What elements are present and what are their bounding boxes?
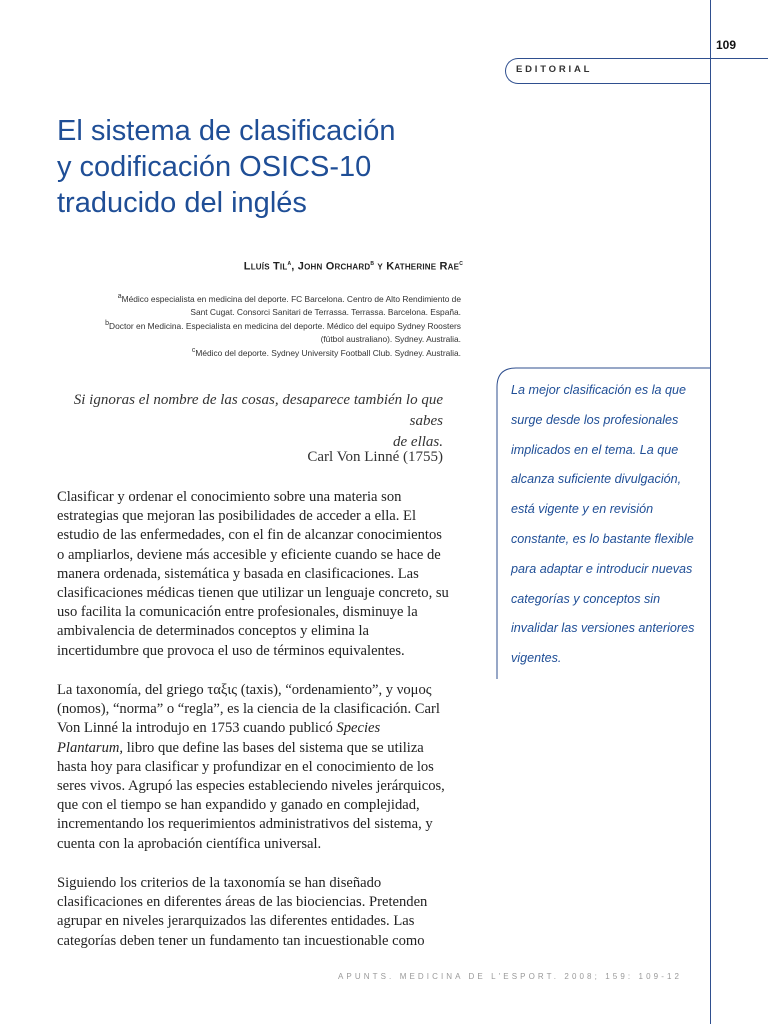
pull-quote <box>511 376 707 674</box>
title-line: y codificación OSICS-10 <box>57 151 372 183</box>
affiliation-text: Sant Cugat. Consorci Sanitari de Terrassa. Terrassa. Barcelona. España. <box>190 307 461 318</box>
pull-quote-line: está vigente y en revisión <box>511 502 654 517</box>
title-line: El sistema de clasificación <box>57 115 396 147</box>
text-line: categorías deben tener un fundamento tan incuestionable como <box>57 932 425 949</box>
author-name: John Orchard <box>297 260 371 273</box>
article-title <box>57 113 477 221</box>
text-line: (nomos), “norma” o “regla”, es la ciencia de la clasificación. Carl <box>57 701 440 718</box>
text-line: cuenta con la aprobación científica universal. <box>57 835 322 852</box>
text-line: o ampliarlos, deviene más accesible y eficiente cuando se hace de <box>57 546 441 563</box>
author-name: Lluís Til <box>243 260 288 273</box>
author-affiliation-mark: a <box>287 260 292 267</box>
page-number: 109 <box>716 38 737 52</box>
text-line: manera ordenada, sistemática y basada en clasificaciones. Las <box>57 565 419 582</box>
text-line: incertidumbre que provoca el uso de términos equivalentes. <box>57 642 405 659</box>
section-label: EDITORIAL <box>516 64 593 75</box>
text-line: estudio de las enfermedades, con el fin de alcanzar conocimientos <box>57 527 442 544</box>
pull-quote-line: constante, es lo bastante flexible <box>511 531 694 546</box>
affiliation-text: Médico del deporte. Sydney University Football Club. Sydney. Australia. <box>195 347 461 358</box>
text-line: clasificaciones médicas tienen que utilizar un lenguaje concreto, su <box>57 585 449 602</box>
pull-quote-line: La mejor clasificación es la que <box>511 383 687 397</box>
text-run: Von Linné la introdujo en 1753 cuando publicó <box>57 720 337 737</box>
text-line: ambivalencia de determinados conceptos y elimina la <box>57 623 370 640</box>
text-line: que con el tiempo se han expandido y ganado en complejidad, <box>57 797 420 814</box>
italic-term: Plantarum, <box>57 739 124 756</box>
text-run: libro que define las bases del sistema que se utiliza <box>123 739 424 756</box>
affiliation-text: (fútbol australiano). Sydney. Australia. <box>320 334 461 345</box>
pull-quote-line: alcanza suficiente divulgación, <box>511 472 682 487</box>
pull-quote-line: para adaptar e introducir nuevas <box>511 561 693 576</box>
text-line: estrategias que mejoran las posibilidades de acceder a ella. El <box>57 508 417 525</box>
affiliation-text: Médico especialista en medicina del deporte. FC Barcelona. Centro de Alto Rendimiento de <box>121 293 461 304</box>
epigraph-quote <box>60 390 443 453</box>
text-run: La taxonomía, del griego <box>57 682 208 698</box>
greek-term: ταξις <box>207 682 238 698</box>
author-name: Katherine Rae <box>386 260 460 273</box>
epigraph-line: de ellas. <box>393 434 443 450</box>
greek-term: νομος <box>396 682 432 698</box>
page-number-rule <box>710 58 768 59</box>
body-paragraph <box>57 874 453 951</box>
epigraph-line: Si ignoras el nombre de las cosas, desaparece también lo que sabes <box>73 392 443 429</box>
pull-quote-line: invalidar las versiones anteriores <box>511 621 695 636</box>
affiliation-text: Doctor en Medicina. Especialista en medicina del deporte. Médico del equipo Sydney Roosters <box>109 320 461 331</box>
affiliation-mark: a <box>117 293 122 300</box>
text-line: uso facilita la comunicación entre profesionales, disminuye la <box>57 604 418 621</box>
author-affiliation-mark: b <box>370 260 375 267</box>
vertical-rule <box>710 0 711 1024</box>
body-paragraph <box>57 488 453 661</box>
body-paragraph <box>57 681 453 854</box>
author-separator: y <box>374 260 387 273</box>
pull-quote-line: vigentes. <box>511 651 562 666</box>
journal-footer: APUNTS. MEDICINA DE L'ESPORT. 2008; 159: 109-12 <box>338 972 683 981</box>
affiliation <box>0 290 461 320</box>
affiliation <box>0 317 461 347</box>
author-separator: , <box>291 260 298 273</box>
affiliation-mark: b <box>105 320 110 327</box>
pull-quote-line: surge desde los profesionales <box>511 412 679 427</box>
text-line: seres vivos. Agrupó las especies estableciendo niveles jerárquicos, <box>57 778 445 795</box>
text-run: (taxis), “ordenamiento”, y <box>237 682 397 698</box>
pull-quote-line: implicados en el tema. La que <box>511 442 679 457</box>
affiliation <box>0 344 461 360</box>
text-line: clasificaciones en diferentes áreas de las biociencias. Pretenden <box>57 894 428 911</box>
pull-quote-line: categorías y conceptos sin <box>511 591 661 606</box>
text-line: Siguiendo los criterios de la taxonomía se han diseñado <box>57 875 382 891</box>
author-list <box>0 260 463 273</box>
epigraph-attribution: Carl Von Linné (1755) <box>307 449 443 465</box>
title-line: traducido del inglés <box>57 187 307 219</box>
italic-term: Species <box>336 720 381 737</box>
text-line: agrupar en niveles jerarquizados las diferentes entidades. Las <box>57 913 415 930</box>
author-affiliation-mark: c <box>459 260 463 267</box>
text-line: incrementando los requerimientos administrativos del sistema, y <box>57 816 433 833</box>
text-line: hasta hoy para clasificar y profundizar en el conocimiento de los <box>57 758 434 775</box>
affiliation-mark: c <box>191 347 196 354</box>
text-line: Clasificar y ordenar el conocimiento sobre una materia son <box>57 489 402 505</box>
